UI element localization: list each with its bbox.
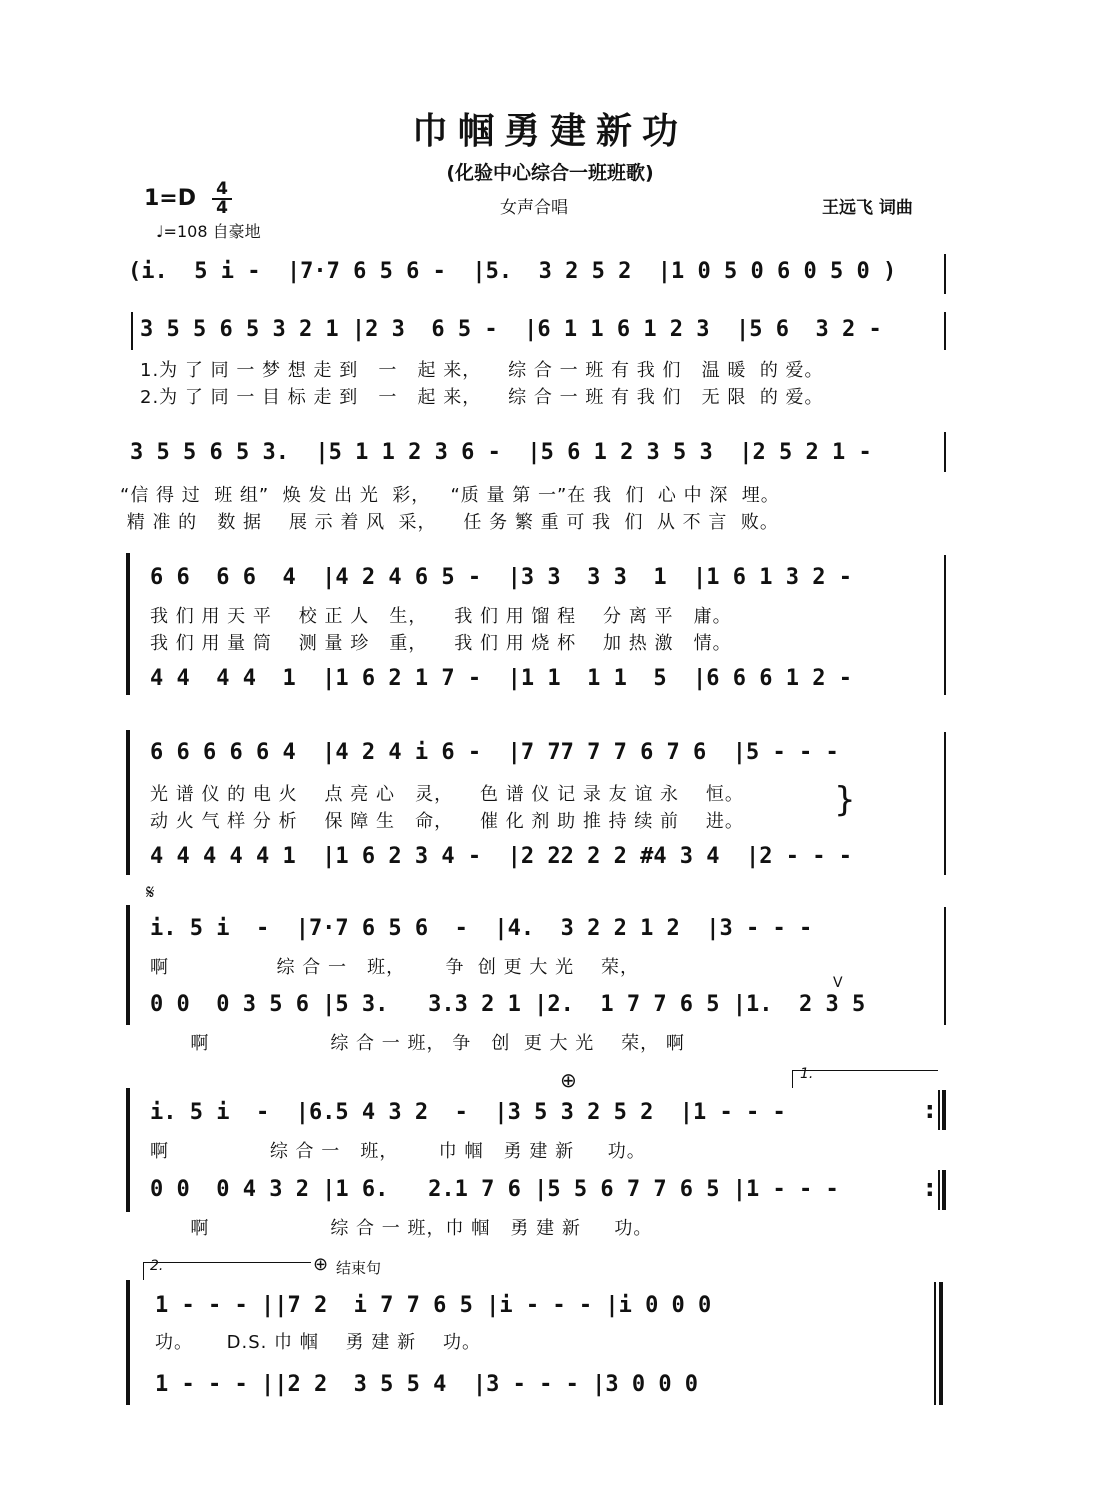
chorus-upper-voice-1: 6 6 6 6 4 |4 2 4 6 5 - |3 3 3 3 1 |1 6 1 3 2 - [150,565,852,590]
volta-1-bracket-top [792,1070,938,1071]
repeat-end-upper: : [925,1096,935,1124]
lyrics-verse2-line1: 2.为 了 同 一 目 标 走 到 一 起 来， 综 合 一 班 有 我 们 无 限 的 爱。 [140,387,824,408]
lyrics-refrain-upper-2: 啊 综 合 一 班， 巾 帼 勇 建 新 功。 [150,1141,646,1162]
barline [944,432,946,472]
lyrics-chorus-2a: 光 谱 仪 的 电 火 点 亮 心 灵， 色 谱 仪 记 录 友 谊 永 恒。 [150,784,744,805]
repeat-end-thick [942,1090,946,1130]
verse-line-2: 3 5 5 6 5 3. |5 1 1 2 3 6 - |5 6 1 2 3 5 3 |2 5 2 1 - [130,440,872,465]
lyrics-refrain-lower-2: 啊 综 合 一 班，巾 帼 勇 建 新 功。 [150,1218,653,1239]
coda-label: 结束句 [336,1259,382,1277]
coda-sign: ⊕ [560,1068,577,1092]
lyrics-chorus-1a: 我 们 用 天 平 校 正 人 生， 我 们 用 馏 程 分 离 平 庸。 [150,606,732,627]
system-bracket [126,1280,130,1405]
refrain-upper-2: i. 5 i - |6.5 4 3 2 - |3 5 3 2 5 2 |1 - - - [150,1100,786,1125]
repeat-end-thick [942,1170,946,1210]
lyrics-chorus-2b: 动 火 气 样 分 析 保 障 生 命， 催 化 剂 助 推 持 续 前 进。 [150,811,744,832]
lyrics-verse1-line2: “信 得 过 班 组” 焕 发 出 光 彩， “质 量 第 一”在 我 们 心 中 深 埋。 [120,485,780,506]
time-signature [212,181,232,217]
author-credit: 王远飞 词曲 [822,198,913,218]
barline [944,254,946,294]
repeat-end-lower: : [925,1174,935,1202]
barline [944,312,946,350]
system-bracket [126,730,130,875]
verse-brace: } [834,780,856,820]
tempo-marking: ♩=108 自豪地 [156,222,261,241]
chorus-lower-voice-2: 4 4 4 4 4 1 |1 6 2 3 4 - |2 22 2 2 #4 3 4 |2 - - - [150,844,852,869]
lyrics-refrain-lower-1: 啊 综 合 一 班， 争 创 更 大 光 荣， 啊 [150,1033,685,1054]
chorus-upper-voice-2: 6 6 6 6 6 4 |4 2 4 i 6 - |7 77 7 7 6 7 6 |5 - - - [150,740,839,765]
final-barline-thick [939,1282,943,1405]
volta-1-bracket-left [792,1070,793,1088]
chorus-lower-voice-1: 4 4 4 4 1 |1 6 2 1 7 - |1 1 1 1 5 |6 6 6 1 2 - [150,666,852,691]
repeat-start [131,312,133,350]
song-title: 巾帼勇建新功 [411,110,688,152]
refrain-upper-1: i. 5 i - |7·7 6 5 6 - |4. 3 2 2 1 2 |3 - - - [150,916,813,941]
system-bracket [126,1088,130,1212]
segno-sign: 𝄋 [146,880,155,904]
repeat-end-bar [938,1170,940,1210]
volta-2-bracket-left [143,1262,144,1280]
lyrics-coda: 功。 D.S. 巾 帼 勇 建 新 功。 [155,1332,481,1353]
barline [944,732,946,875]
voice-type: 女声合唱 [500,198,568,218]
lyrics-verse1-line1: 1.为 了 同 一 梦 想 走 到 一 起 来， 综 合 一 班 有 我 们 温 暖 的 爱。 [140,360,824,381]
volta-2-bracket-top [143,1262,311,1263]
lyrics-chorus-1b: 我 们 用 量 筒 测 量 珍 重， 我 们 用 烧 杯 加 热 激 情。 [150,633,732,654]
time-top: 4 [216,179,228,199]
refrain-lower-1: 0 0 0 3 5 6 |5 3. 3.3 2 1 |2. 1 7 7 6 5 |1. 2 3 5 [150,992,866,1017]
lyrics-refrain-upper-1: 啊 综 合 一 班， 争 创 更 大 光 荣， [150,957,639,978]
verse-line-1: 3 5 5 6 5 3 2 1 |2 3 6 5 - |6 1 1 6 1 2 3 |5 6 3 2 - [140,317,882,342]
coda-sign-ending: ⊕ [313,1254,329,1275]
volta-1-label: 1. [800,1066,814,1082]
key-signature: 1=D [144,186,197,211]
final-barline-thin [934,1282,936,1405]
barline [944,555,946,695]
coda-lower: 1 - - - ||2 2 3 5 5 4 |3 - - - |3 0 0 0 [155,1372,699,1397]
barline [944,907,946,1025]
intro-line: (i. 5 i - |7·7 6 5 6 - |5. 3 2 5 2 |1 0 5 0 6 0 5 0 ) [128,259,897,284]
lyrics-verse2-line2: 精 准 的 数 据 展 示 着 风 采， 任 务 繁 重 可 我 们 从 不 言 败。 [120,512,779,533]
repeat-end-bar [938,1090,940,1130]
coda-upper: 1 - - - ||7 2 i 7 7 6 5 |i - - - |i 0 0 0 [155,1293,712,1318]
volta-2-label: 2. [150,1258,164,1274]
time-bottom: 4 [212,198,232,217]
system-bracket [126,553,130,695]
song-subtitle: (化验中心综合一班班歌) [446,162,654,184]
breath-mark: V [833,975,843,991]
refrain-lower-2: 0 0 0 4 3 2 |1 6. 2.1 7 6 |5 5 6 7 7 6 5 |1 - - - [150,1177,839,1202]
system-bracket [126,905,130,1025]
